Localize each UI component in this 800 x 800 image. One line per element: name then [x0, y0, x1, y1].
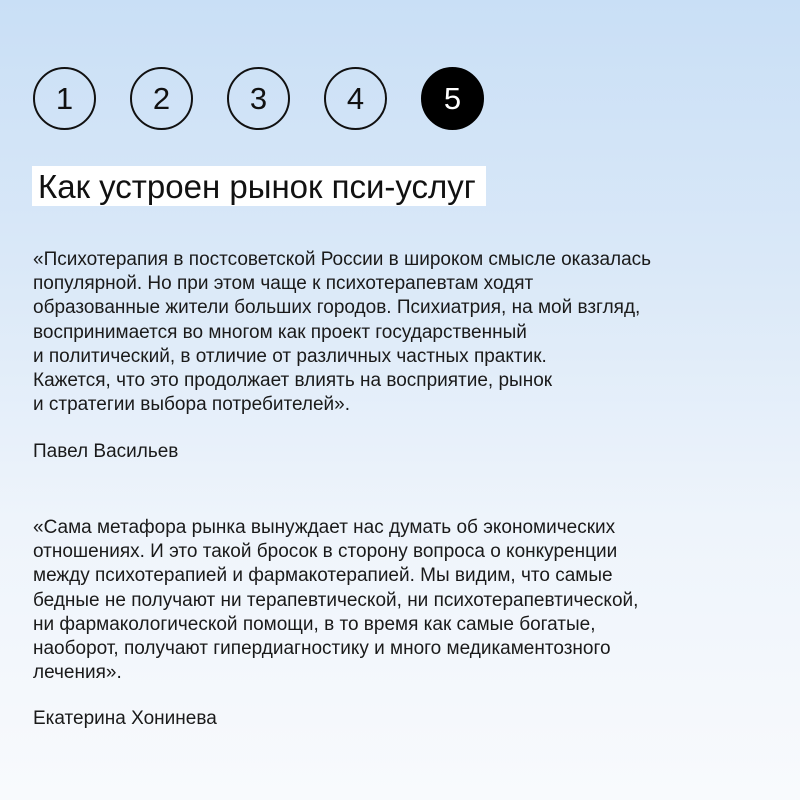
step-4[interactable]: 4 [324, 67, 387, 130]
quote-2-author: Екатерина Хонинева [33, 708, 217, 729]
step-indicator [33, 67, 484, 130]
quote-line: лечения». [33, 662, 122, 684]
quote-line: между психотерапией и фармакотерапией. Мы видим, что самые [33, 565, 613, 587]
step-3[interactable]: 3 [227, 67, 290, 130]
quote-line: наоборот, получают гипердиагностику и много медикаментозного [33, 638, 611, 660]
quote-1-author: Павел Васильев [33, 441, 179, 462]
quote-line: отношениях. И это такой бросок в сторону вопроса о конкуренции [33, 541, 618, 563]
quote-2 [33, 516, 638, 685]
quote-line: бедные не получают ни терапевтической, ни психотерапевтической, [33, 589, 639, 611]
quote-line: и стратегии выбора потребителей». [33, 394, 351, 416]
page-title: Как устроен рынок пси-услуг [38, 167, 476, 205]
title-highlight [32, 166, 486, 206]
quote-line: ни фармакологической помощи, в то время как самые богатые, [33, 613, 596, 635]
step-1[interactable]: 1 [33, 67, 96, 130]
quote-1 [33, 248, 651, 417]
quote-line: «Сама метафора рынка вынуждает нас думать об экономических [33, 517, 616, 538]
quote-line: Кажется, что это продолжает влиять на восприятие, рынок [33, 370, 553, 392]
step-5-active[interactable]: 5 [421, 67, 484, 130]
quote-line: «Психотерапия в постсоветской России в широком смысле оказалась [33, 249, 652, 270]
quote-line: популярной. Но при этом чаще к психотерапевтам ходят [33, 273, 534, 295]
step-2[interactable]: 2 [130, 67, 193, 130]
quote-line: и политический, в отличие от различных частных практик. [33, 345, 547, 367]
quote-line: образованные жители больших городов. Психиатрия, на мой взгляд, [33, 297, 641, 319]
quote-line: воспринимается во многом как проект государственный [33, 321, 527, 343]
